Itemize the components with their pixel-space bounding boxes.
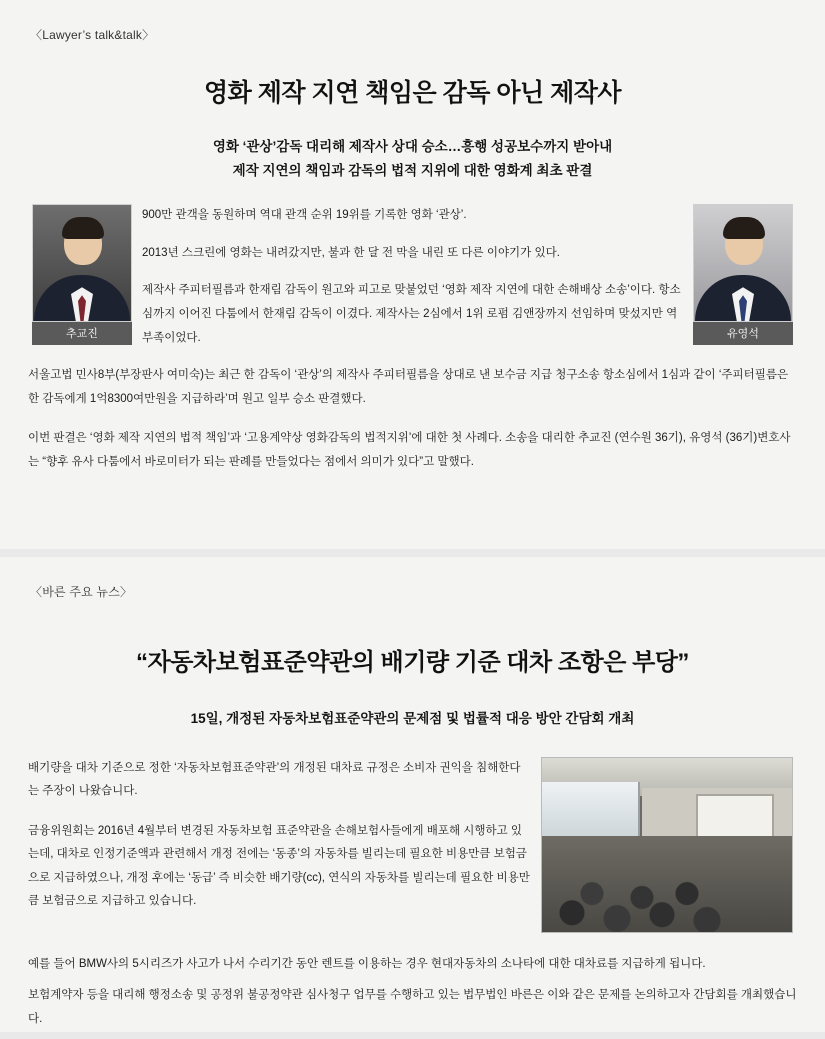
- article1-para-1: 900만 관객을 동원하며 역대 관객 순위 19위를 기록한 영화 ‘관상’.: [142, 209, 467, 222]
- article2-tail-para-2: 보험계약자 등을 대리해 행정소송 및 공정위 불공정약관 심사청구 업무를 수행하고 있는 법무법인 바른은 이와 같은 문제를 논의하고자 간담회를 개최했습니다.: [28, 989, 797, 1025]
- portrait-right-hair: [723, 217, 765, 239]
- article1-subhead: [22, 135, 803, 182]
- article2-tail-para-1: 예를 들어 BMW사의 5시리즈가 사고가 나서 수리기간 동안 렌트를 이용하는 경우 현대자동차의 소나타에 대한 대차료를 지급하게 됩니다.: [28, 957, 706, 970]
- portrait-right-caption: 유영석: [693, 322, 793, 345]
- article1-subhead-line1: 영화 ‘관상’감독 대리해 제작사 상대 승소…흥행 성공보수까지 받아내: [212, 139, 613, 154]
- article1-full-text: [28, 364, 797, 474]
- portrait-left-photo: [32, 204, 132, 322]
- photo-audience: [542, 836, 792, 932]
- photo-window: [542, 782, 640, 844]
- article1-subhead-line2: 제작 지연의 책임과 감독의 법적 지위에 대한 영화계 최초 판결: [232, 162, 593, 178]
- portrait-right-photo: [693, 204, 793, 322]
- article2-kicker: 〈바른 주요 뉴스〉: [30, 585, 133, 599]
- portrait-right: [693, 204, 793, 345]
- article1-para-3: 제작사 주피터필름과 한재림 감독이 원고와 피고로 맞붙었던 ‘영화 제작 지연에 대한 손해배상 소송’이다. 항소심까지 이어진 다툼에서 한재림 감독이 이겼다. 제작사는 2심에서 1위 로펌 김앤장까지 선임하며 맞섰지만 역부족이었다.: [142, 284, 681, 344]
- article2-para-1: 배기량을 대차 기준으로 정한 ‘자동차보험표준약관’의 개정된 대차료 규정은 소비자 권익을 침해한다는 주장이 나왔습니다.: [28, 761, 521, 798]
- article1-para-2: 2013년 스크린에 영화는 내려갔지만, 불과 한 달 전 막을 내린 또 다른 이야기가 있다.: [142, 246, 560, 259]
- seminar-photo: [541, 757, 793, 933]
- article2-body-region: [22, 757, 803, 1025]
- article1-body-region: [22, 204, 803, 350]
- portrait-left-caption: 추교진: [32, 322, 132, 345]
- article2-subhead: 15일, 개정된 자동차보험표준약관의 문제점 및 법률적 대응 방안 간담회 개최: [190, 711, 635, 726]
- article1-headline: 영화 제작 지연 책임은 감독 아닌 제작사: [203, 79, 622, 107]
- article-main-news: [0, 557, 825, 1032]
- photo-projector-screen: [696, 794, 774, 842]
- article1-kicker: 〈Lawyer’s talk&talk〉: [30, 28, 155, 42]
- portrait-left-hair: [62, 217, 104, 239]
- article2-tail-text: [28, 953, 797, 1039]
- article1-full-para-2: 이번 판결은 ‘영화 제작 지연의 법적 책임’과 ‘고용계약상 영화감독의 법적지위’에 대한 첫 사례다. 소송을 대리한 추교진 (연수원 36기), 유영석 (36기)변호사는 “향후 유사 다툼에서 바로미터가 되는 판례를 만들었다는 점에서 의미가 있다”고 말했다.: [28, 432, 791, 468]
- article2-para-2: 금융위원회는 2016년 4월부터 변경된 자동차보험 표준약관을 손해보험사들에게 배포해 시행하고 있는데, 대차로 인정기준액과 관련해서 개정 전에는 ‘동종’의 자동차를 빌리는데 필요한 비용만큼 보험금으로 지급하였으나, 개정 후에는 ‘동급’ 즉 비슷한 배기량(cc), 연식의 자동차를 빌리는데 필요한 비용만큼 보험금으로 지급하고 있습니다.: [28, 824, 530, 908]
- article1-center-text: [142, 204, 683, 350]
- portrait-left: [32, 204, 132, 345]
- article1-full-para-1: 서울고법 민사8부(부장판사 여미숙)는 최근 한 감독이 ‘관상’의 제작사 주피터필름을 상대로 낸 보수금 지급 청구소송 항소심에서 1심과 같이 ‘주피터필름은 한 감독에게 1억8300여만원을 지급하라’며 원고 일부 승소 판결했다.: [28, 369, 789, 405]
- article2-headline: “자동차보험표준약관의 배기량 기준 대차 조항은 부당”: [136, 649, 689, 676]
- article2-text: [28, 757, 531, 914]
